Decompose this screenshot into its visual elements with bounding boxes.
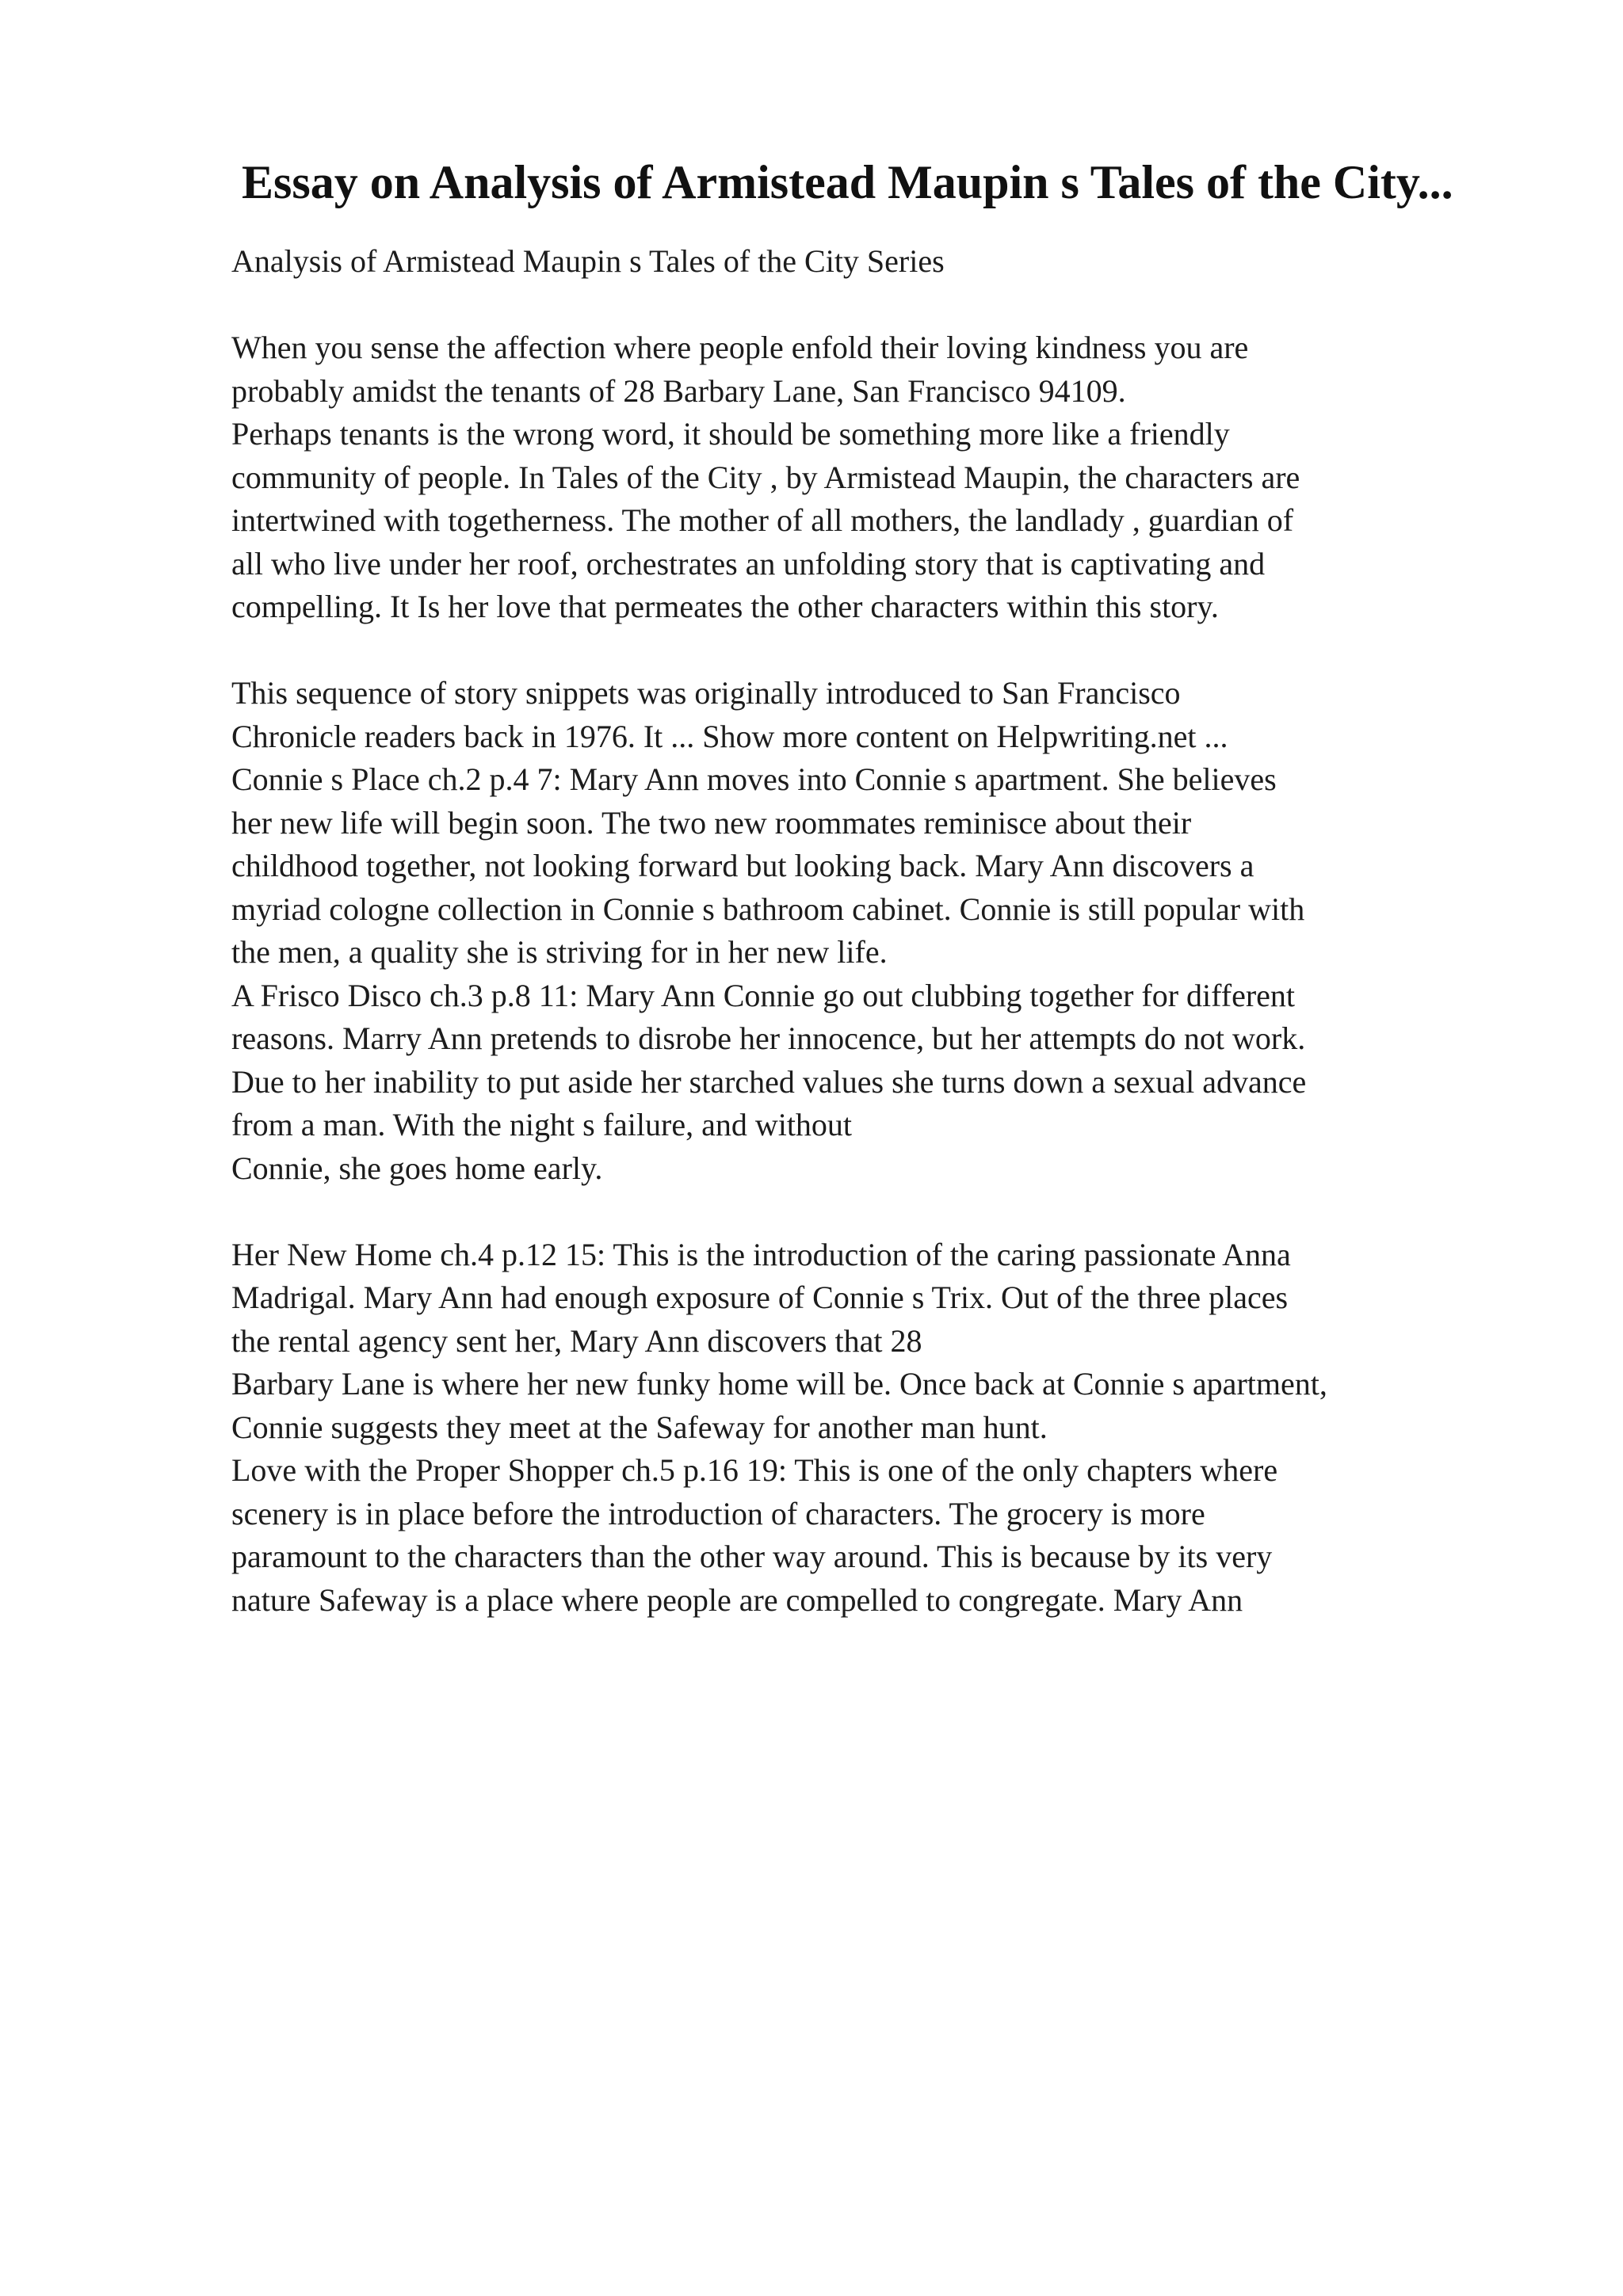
- text-line: Perhaps tenants is the wrong word, it should be something more like a friendly: [231, 416, 1230, 452]
- text-line: community of people. In Tales of the City , by Armistead Maupin, the characters are: [231, 459, 1300, 495]
- text-line: Madrigal. Mary Ann had enough exposure of Connie s Trix. Out of the three places: [231, 1280, 1289, 1315]
- paragraph-gap: [231, 629, 1594, 673]
- text-line: intertwined with togetherness. The mother of all mothers, the landlady , guardian of: [231, 502, 1294, 538]
- paragraph-gap: [231, 284, 1594, 327]
- document-subtitle: Analysis of Armistead Maupin s Tales of the City Series: [231, 243, 945, 279]
- paragraph-gap: [231, 1190, 1594, 1234]
- text-line: Due to her inability to put aside her starched values she turns down a sexual advance: [231, 1063, 1307, 1100]
- text-line: scenery is in place before the introduction of characters. The grocery is more: [231, 1495, 1205, 1531]
- document-title: Essay on Analysis of Armistead Maupin s Tales of the City...: [242, 156, 1453, 208]
- text-line: Connie, she goes home early.: [231, 1150, 603, 1186]
- text-line: nature Safeway is a place where people are compelled to congregate. Mary Ann: [231, 1581, 1243, 1618]
- text-line: Connie s Place ch.2 p.4 7: Mary Ann moves into Connie s apartment. She believes: [231, 761, 1277, 797]
- text-line: When you sense the affection where people enfold their loving kindness you are: [231, 330, 1249, 365]
- text-line: Barbary Lane is where her new funky home will be. Once back at Connie s apartment,: [231, 1366, 1327, 1402]
- text-line: her new life will begin soon. The two new roommates reminisce about their: [231, 804, 1192, 841]
- text-line: childhood together, not looking forward but looking back. Mary Ann discovers a: [231, 848, 1254, 883]
- paragraph-1: [231, 326, 1594, 629]
- text-line: probably amidst the tenants of 28 Barbary Lane, San Francisco 94109.: [231, 372, 1126, 409]
- text-line: compelling. It Is her love that permeates the other characters within this story.: [231, 589, 1219, 624]
- text-line: Her New Home ch.4 p.12 15: This is the introduction of the caring passionate Anna: [231, 1236, 1291, 1272]
- text-line: reasons. Marry Ann pretends to disrobe her innocence, but her attempts do not work.: [231, 1020, 1306, 1056]
- text-line: This sequence of story snippets was originally introduced to San Francisco: [231, 675, 1181, 711]
- text-line: the men, a quality she is striving for in her new life.: [231, 934, 888, 970]
- document-body: [231, 240, 1594, 1622]
- paragraph-3: [231, 1234, 1594, 1623]
- text-line: Chronicle readers back in 1976. It ... Show more content on Helpwriting.net ...: [231, 718, 1228, 754]
- text-line: from a man. With the night s failure, and without: [231, 1107, 853, 1142]
- text-line: Love with the Proper Shopper ch.5 p.16 19: This is one of the only chapters where: [231, 1452, 1278, 1488]
- text-line: paramount to the characters than the other way around. This is because by its very: [231, 1539, 1273, 1574]
- text-line: Connie suggests they meet at the Safeway for another man hunt.: [231, 1409, 1048, 1445]
- text-line: myriad cologne collection in Connie s bathroom cabinet. Connie is still popular with: [231, 891, 1305, 927]
- text-line: all who live under her roof, orchestrates an unfolding story that is captivating and: [231, 545, 1266, 582]
- text-line: the rental agency sent her, Mary Ann discovers that 28: [231, 1322, 922, 1359]
- paragraph-2: [231, 672, 1594, 1190]
- text-line: A Frisco Disco ch.3 p.8 11: Mary Ann Connie go out clubbing together for different: [231, 977, 1296, 1013]
